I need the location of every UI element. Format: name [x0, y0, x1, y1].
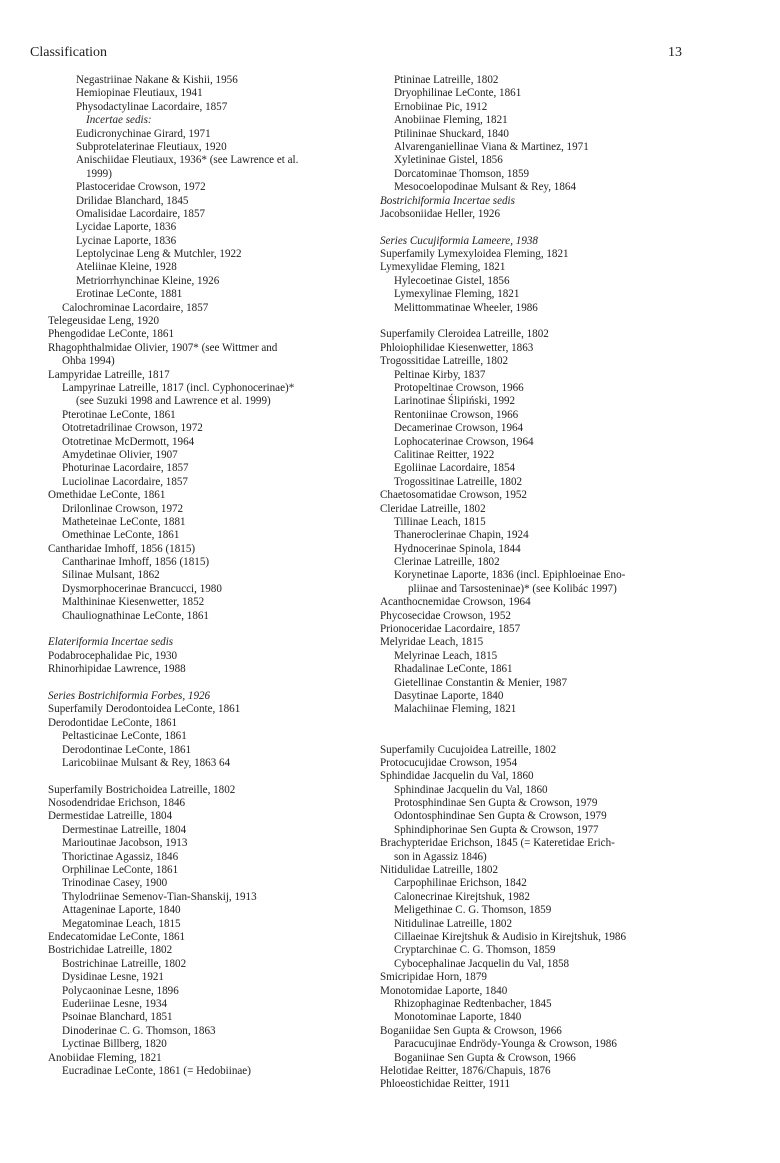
taxon-text: Subprotelaterinae Fleutiaux, 1920	[76, 140, 227, 153]
taxon-text: Mesocoelopodinae Mulsant & Rey, 1864	[394, 181, 576, 194]
taxon-text: Acanthocnemidae Crowson, 1964	[380, 596, 531, 609]
taxon-text: Protosphindinae Sen Gupta & Crowson, 1979	[394, 797, 598, 810]
taxon-line	[48, 422, 373, 435]
taxon-text: Eudicronychinae Girard, 1971	[76, 127, 211, 140]
taxon-line	[48, 154, 373, 167]
taxon-text: Hydnocerinae Spinola, 1844	[394, 542, 521, 555]
taxon-text: Ototretinae McDermott, 1964	[62, 435, 195, 448]
taxon-text: Hemiopinae Fleutiaux, 1941	[76, 87, 203, 100]
taxon-text: Drilonlinae Crowson, 1972	[62, 502, 184, 515]
taxon-text: Meligethinae C. G. Thomson, 1859	[394, 904, 552, 917]
taxon-text: Sphindidae Jacquelin du Val, 1860	[380, 770, 534, 783]
taxon-text: Megatominae Leach, 1815	[62, 917, 181, 930]
taxon-line	[380, 931, 710, 944]
taxon-line	[48, 369, 373, 382]
taxon-text: Anobiinae Fleming, 1821	[394, 114, 508, 127]
taxon-text: Lymexylidae Fleming, 1821	[380, 261, 506, 274]
taxon-line	[48, 596, 373, 609]
taxon-line	[380, 87, 710, 100]
taxon-text: Bostrichinae Latreille, 1802	[62, 957, 187, 970]
taxon-text: Series Cucujiformia Lameere, 1938	[380, 234, 538, 247]
taxon-text: son in Agassiz 1846)	[394, 850, 487, 863]
taxon-line	[48, 449, 373, 462]
taxon-line	[380, 770, 710, 783]
taxon-line	[380, 851, 710, 864]
taxon-text: Pterotinae LeConte, 1861	[62, 408, 176, 421]
taxon-line	[48, 436, 373, 449]
taxon-text: Rhizophaginae Redtenbacher, 1845	[394, 997, 552, 1010]
taxon-text: Carpophilinae Erichson, 1842	[394, 877, 527, 890]
taxon-line	[48, 195, 373, 208]
taxon-line	[380, 382, 710, 395]
taxon-line	[48, 342, 373, 355]
taxon-line	[380, 395, 710, 408]
taxon-line	[380, 476, 710, 489]
taxon-text: Dysmorphocerinae Brancucci, 1980	[62, 582, 222, 595]
taxon-line	[380, 891, 710, 904]
running-title: Classification	[30, 45, 107, 60]
taxon-line	[380, 757, 710, 770]
taxon-line	[48, 235, 373, 248]
taxon-line	[380, 195, 710, 208]
taxon-line	[380, 369, 710, 382]
taxon-text: Ateliinae Kleine, 1928	[76, 261, 177, 274]
taxon-line	[380, 904, 710, 917]
taxon-text: Egoliinae Lacordaire, 1854	[394, 462, 516, 475]
taxon-text: Ernobiinae Pic, 1912	[394, 100, 488, 113]
taxon-text: Podabrocephalidae Pic, 1930	[48, 649, 178, 662]
taxon-line	[48, 851, 373, 864]
taxon-line	[380, 141, 710, 154]
taxon-line	[48, 395, 373, 408]
taxon-line	[48, 355, 373, 368]
taxon-text: Peltasticinae LeConte, 1861	[62, 730, 187, 743]
taxon-text: Decamerinae Crowson, 1964	[394, 422, 524, 435]
spacer	[380, 730, 710, 743]
taxon-line	[380, 154, 710, 167]
taxon-text: Cantharinae Imhoff, 1856 (1815)	[62, 556, 210, 569]
taxon-text: Thaneroclerinae Chapin, 1924	[394, 529, 529, 542]
taxon-line	[380, 703, 710, 716]
taxon-line	[48, 382, 373, 395]
taxon-text: Leptolycinae Leng & Mutchler, 1922	[76, 248, 242, 261]
taxon-line	[380, 128, 710, 141]
taxon-text: Euderiinae Lesne, 1934	[62, 997, 168, 1010]
taxon-line	[380, 1025, 710, 1038]
taxon-text: Melyridae Leach, 1815	[380, 636, 484, 649]
taxon-line	[48, 569, 373, 582]
taxon-line	[48, 810, 373, 823]
taxon-line	[48, 409, 373, 422]
taxon-line	[380, 355, 710, 368]
taxon-text: Rhadalinae LeConte, 1861	[394, 663, 513, 676]
spacer	[380, 221, 710, 234]
taxon-text: Nitidulidae Latreille, 1802	[380, 864, 498, 877]
taxon-line	[48, 717, 373, 730]
taxon-text: Amydetinae Olivier, 1907	[62, 448, 178, 461]
taxon-text: Phloeostichidae Reitter, 1911	[380, 1078, 511, 1091]
taxon-text: Lycidae Laporte, 1836	[76, 221, 177, 234]
taxon-line	[48, 931, 373, 944]
taxon-text: Protocucujidae Crowson, 1954	[380, 756, 518, 769]
taxon-text: Lymexylinae Fleming, 1821	[394, 288, 520, 301]
taxon-line	[380, 489, 710, 502]
taxon-text: Odontosphindinae Sen Gupta & Crowson, 1979	[394, 810, 607, 823]
taxon-text: (see Suzuki 1998 and Lawrence et al. 1999)	[76, 395, 271, 408]
taxon-line	[48, 168, 373, 181]
taxon-text: Drilidae Blanchard, 1845	[76, 194, 189, 207]
taxon-line	[48, 610, 373, 623]
taxon-line	[380, 288, 710, 301]
taxon-text: Phengodidae LeConte, 1861	[48, 328, 175, 341]
taxon-text: Erotinae LeConte, 1881	[76, 288, 183, 301]
taxon-line	[48, 503, 373, 516]
taxon-text: Melyrinae Leach, 1815	[394, 649, 498, 662]
taxon-text: Gietellinae Constantin & Menier, 1987	[394, 676, 568, 689]
taxon-text: Telegeusidae Leng, 1920	[48, 315, 160, 328]
taxon-text: Lophocaterinae Crowson, 1964	[394, 435, 534, 448]
taxon-line	[380, 462, 710, 475]
taxon-text: Marioutinae Jacobson, 1913	[62, 837, 188, 850]
taxon-line	[380, 1078, 710, 1091]
taxon-text: Boganiinae Sen Gupta & Crowson, 1966	[394, 1051, 576, 1064]
taxon-text: Calonecrinae Kirejtshuk, 1982	[394, 890, 530, 903]
taxon-text: Dinoderinae C. G. Thomson, 1863	[62, 1024, 216, 1037]
taxon-line	[380, 543, 710, 556]
taxon-line	[48, 864, 373, 877]
taxon-line	[48, 824, 373, 837]
taxon-line	[48, 985, 373, 998]
taxon-line	[380, 1011, 710, 1024]
taxon-line	[380, 114, 710, 127]
taxon-line	[48, 556, 373, 569]
taxon-line	[380, 1038, 710, 1051]
taxon-line	[380, 181, 710, 194]
taxon-text: Sphindiphorinae Sen Gupta & Crowson, 1977	[394, 823, 599, 836]
taxon-text: Dorcatominae Thomson, 1859	[394, 167, 530, 180]
taxon-text: 1999)	[86, 167, 112, 180]
taxon-text: Matheteinae LeConte, 1881	[62, 515, 186, 528]
taxon-line	[380, 1052, 710, 1065]
taxon-line	[48, 663, 373, 676]
taxon-text: Smicripidae Horn, 1879	[380, 971, 487, 984]
taxon-line	[48, 583, 373, 596]
taxon-line	[380, 596, 710, 609]
taxon-line	[380, 650, 710, 663]
taxon-line	[48, 74, 373, 87]
taxon-line	[380, 985, 710, 998]
taxon-text: Elateriformia Incertae sedis	[48, 636, 174, 649]
taxon-line	[380, 168, 710, 181]
taxon-text: Attageninae Laporte, 1840	[62, 904, 181, 917]
taxon-line	[380, 556, 710, 569]
taxon-line	[380, 235, 710, 248]
taxon-text: Eucradinae LeConte, 1861 (= Hedobiinae)	[62, 1064, 251, 1077]
taxon-line	[380, 958, 710, 971]
taxon-line	[380, 503, 710, 516]
taxon-line	[380, 516, 710, 529]
taxon-line	[48, 87, 373, 100]
taxon-line	[380, 449, 710, 462]
taxon-line	[48, 650, 373, 663]
taxon-line	[48, 328, 373, 341]
taxon-text: Alvarenganiellinae Viana & Martinez, 1971	[394, 140, 589, 153]
taxon-text: Lampyrinae Latreille, 1817 (incl. Cyphonocerinae)*	[62, 381, 295, 394]
taxon-line	[380, 74, 710, 87]
taxon-text: Superfamily Cleroidea Latreille, 1802	[380, 328, 549, 341]
taxon-line	[380, 275, 710, 288]
taxon-text: Jacobsoniidae Heller, 1926	[380, 207, 501, 220]
taxon-line	[48, 797, 373, 810]
taxon-text: Cybocephalinae Jacquelin du Val, 1858	[394, 957, 570, 970]
taxon-text: Cillaeinae Kirejtshuk & Audisio in Kirejtshuk, 1986	[394, 931, 627, 943]
taxon-text: Phycosecidae Crowson, 1952	[380, 609, 511, 622]
taxon-line	[380, 998, 710, 1011]
taxon-line	[48, 315, 373, 328]
taxon-line	[48, 877, 373, 890]
taxon-text: Protopeltinae Crowson, 1966	[394, 381, 524, 394]
taxon-text: Metriorrhynchinae Kleine, 1926	[76, 274, 220, 287]
taxon-text: Trinodinae Casey, 1900	[62, 877, 168, 890]
taxon-line	[48, 529, 373, 542]
taxon-text: Malthininae Kiesenwetter, 1852	[62, 596, 205, 609]
taxon-text: Anischiidae Fleutiaux, 1936* (see Lawrence et al.	[76, 154, 299, 167]
spacer	[48, 623, 373, 636]
taxon-line	[48, 261, 373, 274]
taxon-line	[380, 248, 710, 261]
taxon-line	[48, 221, 373, 234]
taxon-text: Trogossitidae Latreille, 1802	[380, 355, 509, 368]
taxon-line	[380, 744, 710, 757]
taxon-text: Hylecoetinae Gistel, 1856	[394, 274, 510, 287]
left-column	[48, 74, 373, 1078]
taxon-text: Larinotinae Ślipiński, 1992	[394, 395, 516, 408]
taxon-text: Calitinae Reitter, 1922	[394, 448, 495, 461]
taxon-line	[380, 529, 710, 542]
taxon-text: Brachypteridae Erichson, 1845 (= Kateretidae Erich-	[380, 837, 615, 850]
taxon-text: Clerinae Latreille, 1802	[394, 556, 500, 569]
taxon-line	[48, 971, 373, 984]
taxon-text: Malachiinae Fleming, 1821	[394, 703, 517, 716]
taxon-line	[380, 797, 710, 810]
taxon-text: Xyletininae Gistel, 1856	[394, 154, 503, 167]
taxon-line	[48, 489, 373, 502]
taxon-line	[48, 784, 373, 797]
taxon-text: Tillinae Leach, 1815	[394, 515, 486, 528]
taxon-text: Ptilininae Shuckard, 1840	[394, 127, 509, 140]
taxon-text: Korynetinae Laporte, 1836 (incl. Epiphloeinae Eno-	[394, 569, 626, 582]
taxon-line	[48, 476, 373, 489]
taxon-line	[48, 1011, 373, 1024]
taxon-line	[48, 636, 373, 649]
taxon-text: Bostrichidae Latreille, 1802	[48, 944, 173, 957]
taxon-line	[380, 677, 710, 690]
taxon-text: Silinae Mulsant, 1862	[62, 569, 160, 582]
taxon-line	[380, 208, 710, 221]
taxon-line	[380, 690, 710, 703]
taxon-line	[48, 1065, 373, 1078]
taxon-line	[380, 101, 710, 114]
taxon-text: Ototretadrilinae Crowson, 1972	[62, 422, 203, 435]
taxon-text: Polycaoninae Lesne, 1896	[62, 984, 179, 997]
taxon-text: Nitidulinae Latreille, 1802	[394, 917, 512, 930]
taxon-text: Omethidae LeConte, 1861	[48, 489, 166, 502]
taxon-text: Luciolinae Lacordaire, 1857	[62, 475, 188, 488]
taxon-text: Dasytinae Laporte, 1840	[394, 689, 504, 702]
taxon-text: Thylodriinae Semenov-Tian-Shanskij, 1913	[62, 890, 257, 903]
taxon-text: Chauliognathinae LeConte, 1861	[62, 609, 209, 622]
taxon-text: Thorictinae Agassiz, 1846	[62, 850, 179, 863]
taxon-text: Dermestinae Latreille, 1804	[62, 823, 187, 836]
taxon-text: Rhagophthalmidae Olivier, 1907* (see Wittmer and	[48, 341, 278, 354]
taxon-text: Lyctinae Billberg, 1820	[62, 1038, 167, 1051]
taxon-line	[380, 1065, 710, 1078]
taxon-line	[48, 516, 373, 529]
taxon-text: Photurinae Lacordaire, 1857	[62, 462, 189, 475]
taxon-text: Monotominae Laporte, 1840	[394, 1011, 522, 1024]
taxon-line	[48, 101, 373, 114]
taxon-text: Negastriinae Nakane & Kishii, 1956	[76, 74, 238, 86]
taxon-text: Cryptarchinae C. G. Thomson, 1859	[394, 944, 556, 957]
taxon-line	[380, 810, 710, 823]
taxon-line	[48, 744, 373, 757]
taxon-text: Peltinae Kirby, 1837	[394, 368, 486, 381]
taxon-text: Boganiidae Sen Gupta & Crowson, 1966	[380, 1024, 562, 1037]
taxon-line	[48, 837, 373, 850]
taxon-line	[380, 971, 710, 984]
taxon-text: Physodactylinae Lacordaire, 1857	[76, 100, 228, 113]
taxon-line	[48, 462, 373, 475]
taxon-line	[48, 944, 373, 957]
taxon-line	[380, 610, 710, 623]
taxon-line	[48, 918, 373, 931]
taxon-line	[48, 128, 373, 141]
taxon-text: Melittommatinae Wheeler, 1986	[394, 301, 538, 314]
taxon-text: Omalisidae Lacordaire, 1857	[76, 207, 206, 220]
taxon-text: Ohba 1994)	[62, 355, 115, 368]
taxon-text: Helotidae Reitter, 1876/Chapuis, 1876	[380, 1064, 551, 1077]
taxon-line	[380, 261, 710, 274]
taxon-text: Phloiophilidae Kiesenwetter, 1863	[380, 341, 534, 354]
taxon-line	[48, 302, 373, 315]
taxon-text: Superfamily Cucujoidea Latreille, 1802	[380, 743, 557, 756]
taxon-line	[48, 275, 373, 288]
taxon-line	[48, 904, 373, 917]
taxon-text: Endecatomidae LeConte, 1861	[48, 931, 186, 943]
taxon-text: Paracucujinae Endrödy-Younga & Crowson, 1986	[394, 1038, 617, 1051]
taxon-text: Incertae sedis:	[86, 114, 152, 127]
taxon-line	[380, 409, 710, 422]
taxon-text: Dermestidae Latreille, 1804	[48, 810, 173, 823]
spacer	[380, 315, 710, 328]
taxon-text: Trogossitinae Latreille, 1802	[394, 475, 523, 488]
taxon-text: Orphilinae LeConte, 1861	[62, 864, 179, 877]
taxon-text: pliinae and Tarsosteninae)* (see Kolibác 1997)	[408, 582, 617, 595]
taxon-line	[380, 302, 710, 315]
taxon-text: Superfamily Lymexyloidea Fleming, 1821	[380, 248, 569, 261]
taxon-line	[380, 342, 710, 355]
taxon-line	[380, 328, 710, 341]
taxon-text: Lampyridae Latreille, 1817	[48, 368, 170, 381]
taxon-line	[48, 958, 373, 971]
taxon-line	[380, 583, 710, 596]
taxon-text: Omethinae LeConte, 1861	[62, 529, 180, 542]
taxon-text: Nosodendridae Erichson, 1846	[48, 797, 186, 810]
spacer	[48, 770, 373, 783]
taxon-text: Psoinae Blanchard, 1851	[62, 1011, 173, 1024]
taxon-line	[48, 690, 373, 703]
taxon-text: Derodontidae LeConte, 1861	[48, 716, 178, 729]
taxon-text: Monotomidae Laporte, 1840	[380, 984, 508, 997]
taxon-line	[380, 784, 710, 797]
spacer	[380, 717, 710, 730]
taxon-text: Laricobiinae Mulsant & Rey, 1863 64	[62, 756, 231, 769]
taxon-line	[48, 1025, 373, 1038]
taxon-text: Anobiidae Fleming, 1821	[48, 1051, 162, 1064]
taxon-text: Sphindinae Jacquelin du Val, 1860	[394, 783, 548, 796]
taxon-text: Dysidinae Lesne, 1921	[62, 971, 164, 984]
taxon-line	[48, 114, 373, 127]
taxon-line	[48, 703, 373, 716]
taxon-line	[380, 436, 710, 449]
taxon-line	[48, 1052, 373, 1065]
taxon-text: Cantharidae Imhoff, 1856 (1815)	[48, 542, 196, 555]
taxon-text: Calochrominae Lacordaire, 1857	[62, 301, 209, 314]
page-number: 13	[668, 45, 682, 60]
taxon-text: Dryophilinae LeConte, 1861	[394, 87, 522, 100]
taxon-text: Cleridae Latreille, 1802	[380, 502, 486, 515]
taxon-line	[380, 877, 710, 890]
taxon-line	[48, 288, 373, 301]
taxon-text: Series Bostrichiformia Forbes, 1926	[48, 689, 211, 702]
taxon-text: Rhinorhipidae Lawrence, 1988	[48, 663, 186, 676]
taxon-text: Derodontinae LeConte, 1861	[62, 743, 192, 756]
taxon-line	[48, 998, 373, 1011]
right-column	[380, 74, 710, 1092]
taxon-line	[380, 864, 710, 877]
taxon-line	[380, 837, 710, 850]
taxon-line	[380, 663, 710, 676]
taxon-text: Lycinae Laporte, 1836	[76, 234, 177, 247]
taxon-line	[48, 1038, 373, 1051]
taxon-line	[380, 944, 710, 957]
taxon-text: Prionoceridae Lacordaire, 1857	[380, 623, 521, 636]
taxon-line	[380, 918, 710, 931]
taxon-line	[48, 757, 373, 770]
taxon-line	[48, 891, 373, 904]
taxon-text: Superfamily Bostrichoidea Latreille, 1802	[48, 783, 236, 796]
taxon-text: Plastoceridae Crowson, 1972	[76, 181, 206, 194]
taxon-line	[380, 422, 710, 435]
taxon-text: Superfamily Derodontoidea LeConte, 1861	[48, 703, 241, 716]
taxon-line	[48, 248, 373, 261]
taxon-line	[48, 543, 373, 556]
taxon-line	[48, 208, 373, 221]
taxon-line	[380, 569, 710, 582]
taxon-text: Bostrichiformia Incertae sedis	[380, 194, 515, 207]
taxon-line	[48, 730, 373, 743]
taxon-text: Chaetosomatidae Crowson, 1952	[380, 489, 527, 502]
taxon-text: Rentoniinae Crowson, 1966	[394, 408, 519, 421]
spacer	[48, 677, 373, 690]
taxon-line	[48, 141, 373, 154]
taxon-line	[380, 623, 710, 636]
taxon-text: Ptininae Latreille, 1802	[394, 74, 499, 86]
taxon-line	[380, 824, 710, 837]
taxon-line	[48, 181, 373, 194]
taxon-line	[380, 636, 710, 649]
